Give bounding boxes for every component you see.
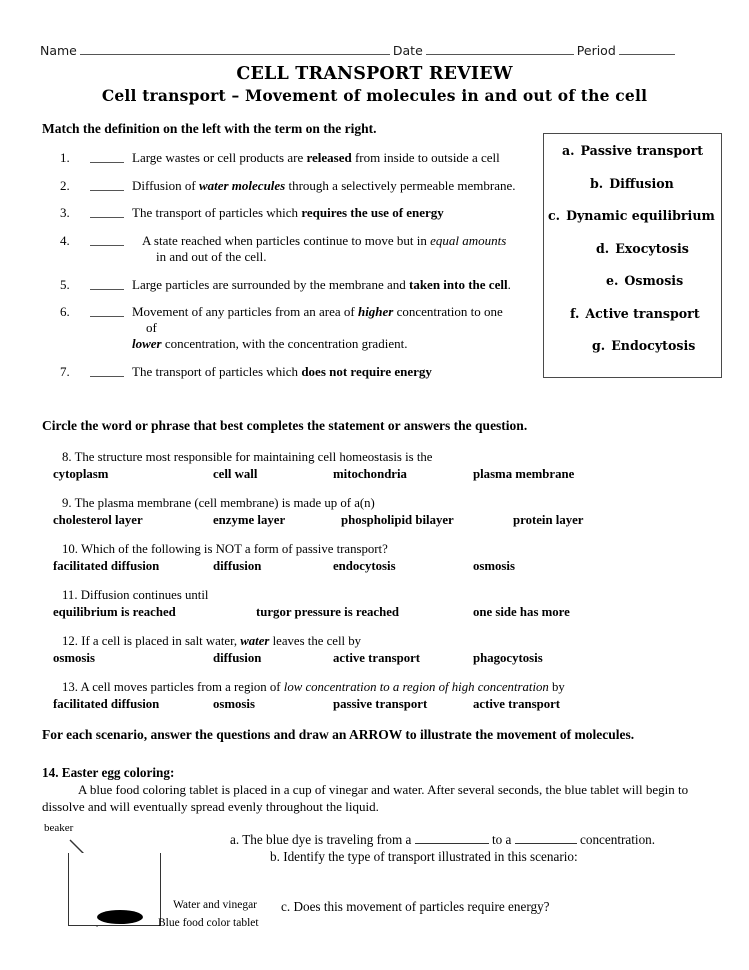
term-text: Active transport — [585, 305, 700, 321]
answer-options — [53, 513, 702, 530]
matching-item — [60, 277, 540, 293]
answer-option[interactable]: cholesterol layer — [53, 512, 143, 527]
scenario-a-post: concentration. — [576, 832, 656, 847]
text-fragment: lower — [132, 336, 162, 352]
period-label: Period — [576, 43, 616, 58]
matching-item-number: 4. — [60, 232, 70, 248]
matching-answer-blank[interactable] — [90, 150, 124, 163]
question-12 — [53, 633, 702, 668]
scenario-a-mid: to a — [488, 832, 515, 847]
text-fragment: from inside to outside a cell — [351, 150, 500, 165]
term-letter: c. — [548, 208, 561, 223]
answer-option[interactable]: protein layer — [513, 512, 584, 527]
date-blank[interactable] — [426, 43, 574, 55]
answer-option[interactable]: cytoplasm — [53, 466, 109, 481]
circle-instructions: Circle the word or phrase that best completes the statement or answers the question. — [42, 418, 528, 433]
matching-item — [60, 150, 540, 166]
matching-item-number: 6. — [60, 304, 70, 320]
question-11 — [53, 587, 702, 622]
term-text: Passive transport — [580, 143, 704, 158]
text-fragment: Large wastes or cell products are — [132, 150, 307, 165]
term-letter: e. — [606, 273, 619, 288]
matching-item-text — [132, 150, 540, 166]
answer-option[interactable]: phagocytosis — [473, 650, 543, 665]
text-fragment: by — [548, 680, 565, 694]
text-fragment: water — [240, 634, 270, 648]
question-8 — [53, 449, 702, 484]
matching-item-text — [132, 364, 540, 380]
text-fragment: The transport of particles which — [132, 363, 302, 379]
scenario-name: Easter egg coloring — [61, 765, 170, 780]
page-subtitle: Cell transport – Movement of molecules in and out of the cell — [101, 86, 648, 105]
term-answer-box — [543, 133, 722, 378]
answer-option[interactable]: enzyme layer — [213, 512, 286, 527]
term-letter: g. — [592, 338, 606, 353]
question-body: Diffusion continues until — [80, 588, 209, 602]
page-title: CELL TRANSPORT REVIEW — [236, 64, 513, 84]
matching-item-number: 2. — [60, 177, 70, 193]
answer-options — [53, 651, 702, 668]
question-number: 12. — [62, 634, 82, 648]
scenario-question-b: b. Identify the type of transport illustrated in this scenario: — [270, 849, 578, 864]
matching-answer-blank[interactable] — [90, 233, 124, 246]
beaker-label: beaker — [44, 822, 74, 834]
question-10 — [53, 541, 702, 576]
water-vinegar-label: Water and vinegar — [173, 899, 258, 911]
term-option-a[interactable] — [544, 143, 721, 158]
matching-instructions: Match the definition on the left with the term on the right. — [42, 121, 377, 136]
answer-option[interactable]: equilibrium is reached — [53, 604, 176, 619]
period-blank[interactable] — [619, 43, 675, 55]
answer-option[interactable]: mitochondria — [333, 466, 407, 481]
matching-answer-blank[interactable] — [90, 205, 124, 218]
question-13 — [53, 679, 702, 714]
matching-item-number: 1. — [60, 150, 70, 165]
matching-list — [60, 150, 540, 392]
answer-option[interactable]: diffusion — [213, 558, 262, 573]
term-letter: f. — [570, 305, 580, 321]
text-fragment: concentration, with the concentration gradient. — [161, 336, 408, 352]
question-text — [62, 633, 702, 650]
term-letter: a. — [562, 143, 575, 158]
term-option-g[interactable] — [544, 338, 721, 353]
answer-options — [53, 697, 702, 714]
term-option-f[interactable] — [544, 306, 721, 321]
matching-answer-blank[interactable] — [90, 178, 124, 191]
text-fragment: Diffusion of — [132, 177, 199, 193]
question-text — [62, 449, 702, 466]
scenario-question-a — [230, 831, 655, 848]
matching-answer-blank[interactable] — [90, 364, 124, 377]
question-text — [62, 587, 702, 604]
text-fragment: leaves the cell by — [269, 634, 362, 648]
text-fragment: in and out of the cell. — [156, 248, 267, 264]
matching-item-number: 3. — [60, 205, 70, 221]
term-option-d[interactable] — [544, 241, 721, 256]
answer-option[interactable]: diffusion — [213, 650, 262, 665]
term-text: Dynamic equilibrium — [566, 208, 715, 223]
answer-option[interactable]: osmosis — [213, 696, 255, 711]
scenario-colon: : — [169, 765, 175, 780]
text-fragment: requires the use of energy — [301, 205, 444, 221]
scenario-a-pre: a. The blue dye is traveling from a — [230, 832, 415, 847]
matching-item-text — [132, 233, 540, 265]
text-fragment: A state reached when particles continue to move but in — [142, 232, 431, 248]
scenario-question-c: c. Does this movement of particles require energy? — [281, 899, 550, 914]
matching-item-number: 7. — [60, 363, 70, 379]
term-letter: d. — [596, 240, 610, 256]
answer-option[interactable]: osmosis — [53, 650, 95, 665]
answer-option[interactable]: osmosis — [473, 558, 515, 573]
tablet-label: Blue food color tablet — [158, 917, 259, 929]
term-letter: b. — [590, 175, 604, 191]
answer-option[interactable]: turgor pressure is reached — [256, 604, 400, 619]
question-number: 10. — [62, 542, 81, 556]
text-fragment: higher — [357, 304, 394, 320]
text-fragment: through a selectively permeable membrane. — [285, 177, 516, 193]
question-body: The structure most responsible for maintaining cell homeostasis is the — [74, 450, 433, 464]
name-label: Name — [40, 43, 77, 58]
name-blank[interactable] — [80, 43, 390, 55]
answer-options — [53, 559, 702, 576]
text-fragment: released — [306, 150, 352, 165]
matching-item-text — [132, 205, 540, 221]
matching-item-text — [132, 178, 540, 194]
matching-item — [60, 304, 540, 352]
answer-option[interactable]: endocytosis — [333, 558, 396, 573]
answer-option[interactable]: plasma membrane — [473, 466, 575, 481]
text-fragment: Movement of any particles from an area of — [132, 304, 358, 320]
text-fragment: The transport of particles which — [132, 205, 302, 221]
food-color-tablet — [97, 910, 143, 924]
scenario-number: 14. — [42, 765, 59, 780]
text-fragment: Large particles are surrounded by the membrane and — [132, 276, 409, 292]
question-9 — [53, 495, 702, 530]
answer-option[interactable]: cell wall — [213, 466, 258, 481]
term-text: Exocytosis — [615, 240, 689, 256]
matching-answer-blank[interactable] — [90, 277, 124, 290]
matching-item — [60, 233, 540, 265]
date-label: Date — [392, 43, 423, 58]
text-fragment: of — [146, 320, 157, 336]
matching-item — [60, 205, 540, 221]
answer-options — [53, 605, 702, 622]
scenario-body: A blue food coloring tablet is placed in a cup of vinegar and water. After several seconds, the blue tablet will begin to dissolve and will eventually spread evenly throughout the liquid. — [42, 782, 689, 815]
text-fragment: concentration to one — [393, 304, 503, 320]
answer-options — [53, 467, 702, 484]
answer-option[interactable]: active transport — [333, 650, 421, 665]
text-fragment: A cell moves particles from a region of — [80, 680, 284, 694]
question-number: 9. — [62, 496, 75, 510]
question-text — [62, 679, 702, 696]
scenario-a-blank-1[interactable] — [415, 831, 489, 844]
text-fragment: does not require energy — [301, 363, 432, 379]
matching-answer-blank[interactable] — [90, 304, 124, 317]
matching-item-text — [132, 304, 540, 352]
question-text — [62, 495, 702, 512]
text-fragment: If a cell is placed in salt water, — [81, 634, 241, 648]
answer-option[interactable]: passive transport — [333, 696, 428, 711]
question-number: 8. — [62, 450, 75, 464]
text-fragment: taken into the cell — [408, 276, 508, 292]
text-fragment: equal amounts — [430, 232, 507, 248]
scenario-a-blank-2[interactable] — [515, 831, 577, 844]
student-info-row — [40, 43, 712, 58]
term-text: Diffusion — [609, 175, 674, 191]
term-option-b[interactable] — [544, 176, 721, 191]
question-number: 13. — [62, 680, 81, 694]
answer-option[interactable]: phospholipid bilayer — [341, 512, 454, 527]
text-fragment: low concentration to a region of high concentration — [283, 680, 549, 694]
text-fragment: water molecules — [198, 177, 286, 193]
term-option-e[interactable] — [544, 273, 721, 288]
term-option-c[interactable] — [544, 208, 721, 223]
scenario-title — [42, 765, 174, 781]
answer-option[interactable]: facilitated diffusion — [53, 558, 160, 573]
question-body: Which of the following is NOT a form of passive transport? — [80, 542, 388, 556]
answer-option[interactable]: one side has more — [473, 604, 570, 619]
answer-option[interactable]: facilitated diffusion — [53, 696, 160, 711]
question-body: The plasma membrane (cell membrane) is made up of a(n) — [74, 496, 375, 510]
term-text: Osmosis — [624, 273, 684, 288]
question-number: 11. — [62, 588, 81, 602]
scenario-instructions: For each scenario, answer the questions and draw an ARROW to illustrate the movement of molecules. — [42, 727, 635, 742]
matching-item — [60, 364, 540, 380]
question-text — [62, 541, 702, 558]
matching-item-number: 5. — [60, 276, 70, 292]
answer-option[interactable]: active transport — [473, 696, 561, 711]
matching-item-text — [132, 277, 540, 293]
term-text: Endocytosis — [611, 338, 696, 353]
matching-item — [60, 178, 540, 194]
text-fragment: . — [507, 276, 511, 292]
